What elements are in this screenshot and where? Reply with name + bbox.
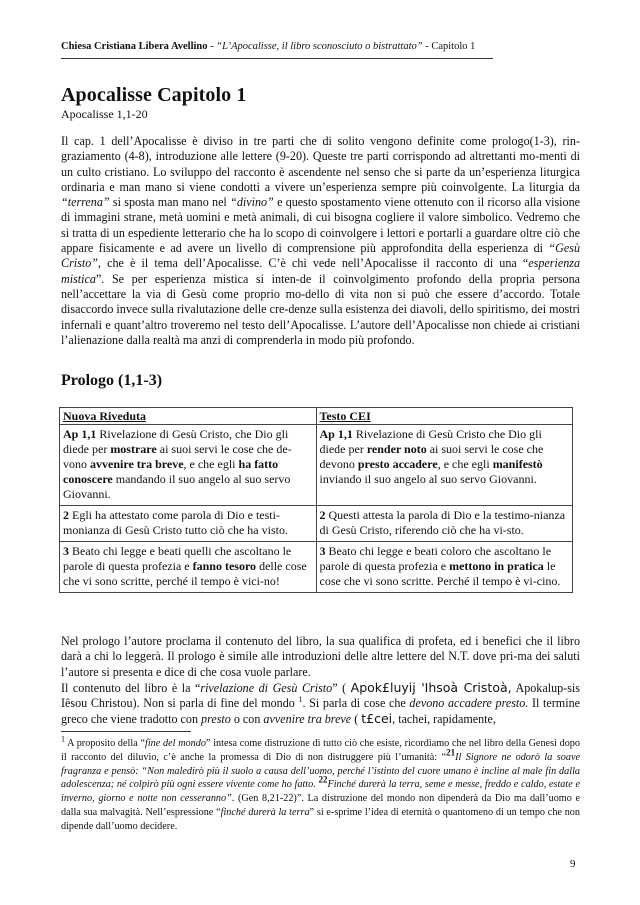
intro-text: e questo spostamento viene ottenuto con il ricorso alla visione di immagini strane, metà uomini e metà animali, di cui bisogna cogliere il valore simbolico. Vedremo che si tratta di un espediente letterario che ha lo scopo di coinvolgere i lettori e portarli a guardare oltre ciò che appare fisicamente e ad avere un livello di comprensione più approfondita della esperienza di bbox=[61, 195, 581, 256]
footnote-quote: Finché durerà la terra, seme e messe, freddo e caldo, estate e inverno, giorno e notte non cesseranno” bbox=[61, 779, 580, 805]
closing-emphasis: presto bbox=[201, 712, 231, 727]
closing-text: , tachei, rapidamente, bbox=[392, 712, 496, 727]
comparison-table bbox=[59, 407, 573, 593]
closing-text: ” ( bbox=[332, 680, 351, 695]
nuova-riveduta-cell bbox=[60, 542, 317, 593]
footnote-emphasis: finché durerà la terra bbox=[220, 806, 310, 818]
verse-text: ai suoi servi le cose che de-vono bbox=[63, 442, 292, 471]
page-subtitle: Apocalisse 1,1-20 bbox=[61, 107, 148, 121]
verse-text: ai suoi servi le cose che devono bbox=[319, 442, 544, 471]
verse-emphasis: 3 bbox=[63, 544, 69, 558]
header-sep: - bbox=[207, 41, 217, 52]
intro-text: ”. Se per esperienza mistica si inten-de il coinvolgimento profondo della propria persona nell’accettare la via di Gesù come proprio mo-dello di vita non si può che essere d’accordo. Totale disaccordo invece sulla rivalutazione delle cre-denze sulla esistenza dei diavoli, dello spiritismo, dei mostri infernali e quant’altro troveremo nel testo dell’Apocalisse. L’autore dell’Apocalisse non chiede ai cristiani l’alienazione dalla realtà ma anzi di comprenderla in modo più profondo. bbox=[61, 271, 580, 347]
verse-emphasis: manifestò bbox=[492, 457, 543, 471]
verse-text: , e che egli bbox=[183, 457, 239, 471]
footnote-text: ” si e-sprime l’idea di eternità o quantomeno di un tempo che non dipende dall’uomo decidere. bbox=[61, 806, 580, 832]
verse-emphasis: Ap 1,1 bbox=[63, 427, 97, 441]
verse-emphasis: render noto bbox=[366, 442, 427, 456]
header-org: Chiesa Cristiana Libera Avellino bbox=[61, 41, 208, 52]
header-rule bbox=[61, 58, 493, 59]
verse-emphasis: 2 bbox=[63, 508, 69, 522]
verse-emphasis: presto accadere bbox=[357, 457, 438, 471]
page-title: Apocalisse Capitolo 1 bbox=[61, 84, 247, 106]
footnote-text: ” intesa come distruzione di tutto ciò che esiste, ricordiamo che nel libro della Genesi dopo il racconto del diluvio, c’è anche la promessa di Dio di non distruggere più l’umanità: “ bbox=[61, 738, 580, 763]
verse-text: Egli ha attestato come parola di Dio e testi-monianza di Gesù Cristo tutto ciò che ha visto. bbox=[63, 508, 288, 537]
intro-emphasis: “divino” bbox=[230, 195, 274, 210]
verse-text: le cose che vi sono scritte. Perché il tempo è vi-cino. bbox=[319, 559, 561, 588]
footnote bbox=[61, 734, 580, 834]
verse-text: Rivelazione di Gesù Cristo che Dio gli diede per bbox=[319, 427, 542, 456]
verse-emphasis: 2 bbox=[319, 508, 326, 522]
verse-text: Beato chi legge e beati coloro che ascoltano le parole di questa profezia e bbox=[319, 544, 552, 573]
verse-text: Beato chi legge e beati quelli che ascoltano le parole di questa profezia e bbox=[63, 544, 292, 573]
closing-text: Il contenuto del libro è la “ bbox=[61, 680, 201, 695]
section-title: Prologo (1,1-3) bbox=[61, 372, 163, 389]
verse-text: , e che egli bbox=[437, 457, 493, 471]
verse-text: Rivelazione di Gesù Cristo, che Dio gli diede per bbox=[63, 427, 289, 456]
column-header: Testo CEI bbox=[316, 408, 573, 425]
testo-cei-cell bbox=[316, 542, 573, 593]
closing-text: Nel prologo l’autore proclama il contenuto del libro, la sua qualifica di profeta, ed i benefici che il libro darà a chi lo leggerà. Il prologo è simile alle introduzioni delle altre lettere del N.T. dove pri-ma dei saluti l’autore si presenta e dice di che cosa vuole parlare. bbox=[61, 634, 580, 679]
verse-emphasis: fanno tesoro bbox=[192, 559, 257, 573]
verse-text: Questi attesta la parola di Dio e la testimo-nianza di Gesù Cristo, riferendo ciò che ha vi-sto. bbox=[319, 508, 566, 537]
verse-text: delle cose che vi sono scritte, perché il tempo è vici-no! bbox=[63, 559, 307, 588]
page-number: 9 bbox=[570, 858, 576, 870]
header-chapter: - Capitolo 1 bbox=[422, 41, 476, 52]
intro-paragraph bbox=[61, 134, 580, 348]
footnote-reference[interactable]: 1 bbox=[298, 695, 303, 705]
testo-cei-cell bbox=[316, 425, 573, 506]
column-header: Nuova Riveduta bbox=[60, 408, 317, 425]
intro-text: , che è il tema dell’Apocalisse. C’è chi vede nell’Apocalisse il racconto di una “ bbox=[97, 256, 529, 271]
verse-text: inviando il suo angelo al suo servo Giovanni. bbox=[319, 472, 537, 486]
footnote-emphasis: fine del mondo bbox=[145, 738, 206, 749]
greek-term: Apok£luyij 'Ihsoà Cristoà, bbox=[350, 679, 512, 695]
closing-text: ( bbox=[351, 712, 362, 727]
verse-emphasis: avvenire tra breve bbox=[90, 457, 184, 471]
footnote-rule bbox=[61, 731, 191, 732]
verse-number: 21 bbox=[446, 747, 456, 758]
nuova-riveduta-cell bbox=[60, 425, 317, 506]
verse-emphasis: mettono in pratica bbox=[449, 559, 544, 573]
closing-text: Apokalup-sis Iêsou Christou). Non si parla di fine del mondo bbox=[61, 680, 580, 711]
intro-emphasis: “terrena” bbox=[61, 195, 110, 210]
greek-term: t£cei bbox=[361, 711, 393, 727]
running-header bbox=[61, 41, 561, 52]
verse-emphasis: 3 bbox=[319, 544, 326, 558]
verse-emphasis: mostrare bbox=[110, 442, 157, 456]
table-row bbox=[60, 506, 573, 542]
intro-text: Il cap. 1 dell’Apocalisse è diviso in tre parti che di solito vengono definite come prologo(1-3), rin-graziamento (4-8), introduzione alle lettere (9-20). Queste tre parti corrispondo ad altrettanti mo-menti di un culto cristiano. Lo sviluppo del racconto è ascendente nel senso che si parte da un’esperienza liturgica ordinaria e man mano si viene condotti a vivere un’esperienza sempre più coinvolgente. La liturgia da bbox=[61, 134, 580, 194]
intro-emphasis: esperienza mistica bbox=[61, 256, 580, 286]
verse-emphasis: ha fatto conoscere bbox=[63, 457, 279, 486]
closing-emphasis: rivelazione di Gesù Cristo bbox=[200, 680, 333, 695]
closing-text: o con bbox=[230, 712, 264, 727]
footnote-text: A proposito della “ bbox=[65, 738, 145, 749]
verse-emphasis: Ap 1,1 bbox=[319, 427, 353, 441]
header-work-title: “L’Apocalisse, il libro sconosciuto o bistrattato” bbox=[216, 41, 423, 52]
closing-text: . Si parla di cose che bbox=[302, 696, 410, 711]
nuova-riveduta-cell bbox=[60, 506, 317, 542]
closing-paragraph bbox=[61, 634, 580, 728]
closing-emphasis: avvenire tra breve bbox=[263, 712, 352, 727]
intro-emphasis: “Gesù Cristo” bbox=[61, 241, 580, 271]
verse-number: 22 bbox=[318, 775, 328, 785]
table-row bbox=[60, 542, 573, 593]
footnote-text: . (Gen 8,21-22)”. La distruzione del mondo non dipenderà da Dio ma dall’uomo e dalla sua malvagità. Nell’espressione “ bbox=[61, 793, 580, 818]
testo-cei-cell bbox=[316, 506, 573, 542]
closing-emphasis: devono accadere presto. bbox=[409, 696, 529, 711]
intro-text: si sposta man mano nel bbox=[109, 195, 231, 210]
verse-text: mandando il suo angelo al suo servo Giovanni. bbox=[63, 472, 291, 501]
table-row bbox=[60, 425, 573, 506]
footnote-number: 1 bbox=[61, 734, 65, 744]
footnote-quote: Il Signore ne odorò la soave fragranza e pensò: “Non maledirò più il suolo a causa dell’uomo, perché l’istinto del cuore umano è incline al male fin dalla adolescenza; né colpirò più ogni essere vivente come ho fatto. bbox=[61, 751, 580, 791]
closing-text: Il termine greco che viene tradotto con bbox=[61, 696, 580, 727]
table-header-row bbox=[60, 408, 573, 425]
